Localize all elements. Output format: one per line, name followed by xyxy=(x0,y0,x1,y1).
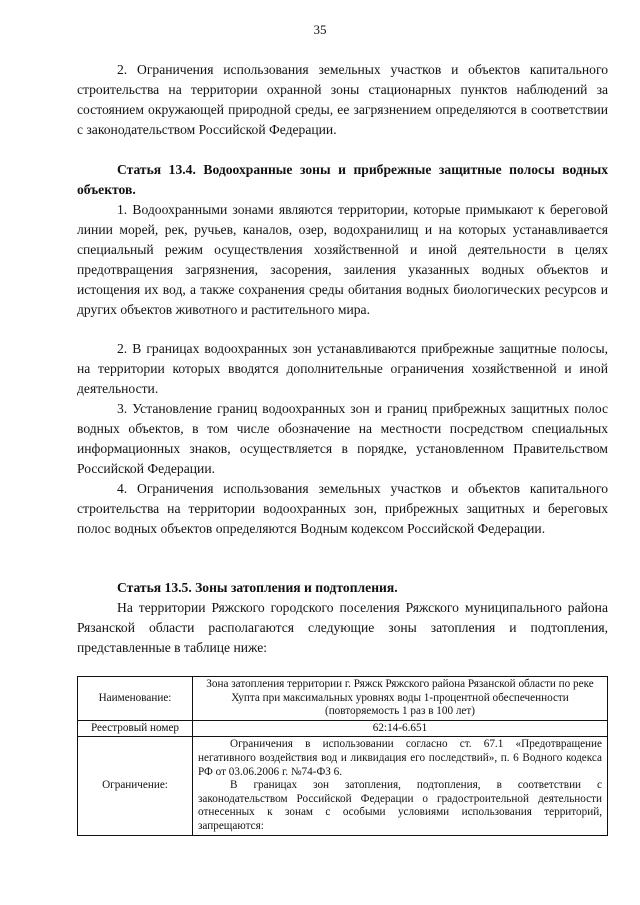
table-label-restriction: Ограничение: xyxy=(78,737,193,835)
table-row-name xyxy=(78,677,608,721)
table-row-restriction xyxy=(78,737,608,835)
article-13-4-paragraph-1: 1. Водоохранными зонами являются территории, которые примыкают к береговой линии морей, рек, ручьев, каналов, озер, водохранилищ и на которых устанавливается специальный режим осуществления хозяйственной и иной деятельности в целях предотвращения загрязнения, засорения, заиления указанных водных объектов и истощения их вод, а также сохранения среды обитания водных биологических ресурсов и других объектов животного и растительного мира. xyxy=(77,202,608,317)
table-value-restriction xyxy=(193,737,608,835)
page-number: 35 xyxy=(313,22,327,37)
table-label-name: Наименование: xyxy=(78,677,193,721)
table-value-name: Зона затопления территории г. Ряжск Ряжского района Рязанской области по реке Хупта при максимальных уровнях воды 1-процентной обеспеченности (повторяемость 1 раз в 100 лет) xyxy=(193,677,608,721)
article-13-4-paragraph-4: 4. Ограничения использования земельных участков и объектов капитального строительства на территории водоохранных зон, прибрежных защитных и береговых полос водных объектов определяются Водным кодексом Российской Федерации. xyxy=(77,481,608,536)
paragraph-protection-zone: 2. Ограничения использования земельных участков и объектов капитального строительства на территории охранной зоны стационарных пунктов наблюдений за состоянием окружающей природной среды, ее загрязнением определяются в соответствии с законодательством Российской Федерации. xyxy=(77,62,608,137)
restriction-paragraph-1: Ограничения в использовании согласно ст. 67.1 «Предотвращение негативного воздействия вод и ликвидация его последствий», п. 6 Водного кодекса РФ от 03.06.2006 г. №74-ФЗ 6. xyxy=(198,738,602,778)
restriction-paragraph-2: В границах зон затопления, подтопления, в соответствии с законодательством Российской Федерации о градостроительной деятельности отнесенных к зонам с особыми условиями использования территорий, запрещаются: xyxy=(198,779,602,832)
table-row-registry-number xyxy=(78,720,608,737)
table-value-registry-number: 62:14-6.651 xyxy=(193,720,608,737)
article-13-4-paragraph-3: 3. Установление границ водоохранных зон и границ прибрежных защитных полос водных объектов, в том числе обозначение на местности посредством специальных информационных знаков, осуществляется в порядке, установленном Правительством Российской Федерации. xyxy=(77,401,608,476)
article-13-5-heading: Статья 13.5. Зоны затопления и подтопления. xyxy=(117,580,398,595)
flood-zone-table xyxy=(77,676,608,836)
article-13-4-paragraph-2: 2. В границах водоохранных зон устанавливаются прибрежные защитные полосы, на территории которых вводятся дополнительные ограничения хозяйственной и иной деятельности. xyxy=(77,341,608,396)
table-label-registry-number: Реестровый номер xyxy=(78,720,193,737)
article-13-5-paragraph-1: На территории Ряжского городского поселения Ряжского муниципального района Рязанской области располагаются следующие зоны затопления и подтопления, представленные в таблице ниже: xyxy=(77,600,608,655)
article-13-4-heading: Статья 13.4. Водоохранные зоны и прибрежные защитные полосы водных объектов. xyxy=(77,162,608,197)
